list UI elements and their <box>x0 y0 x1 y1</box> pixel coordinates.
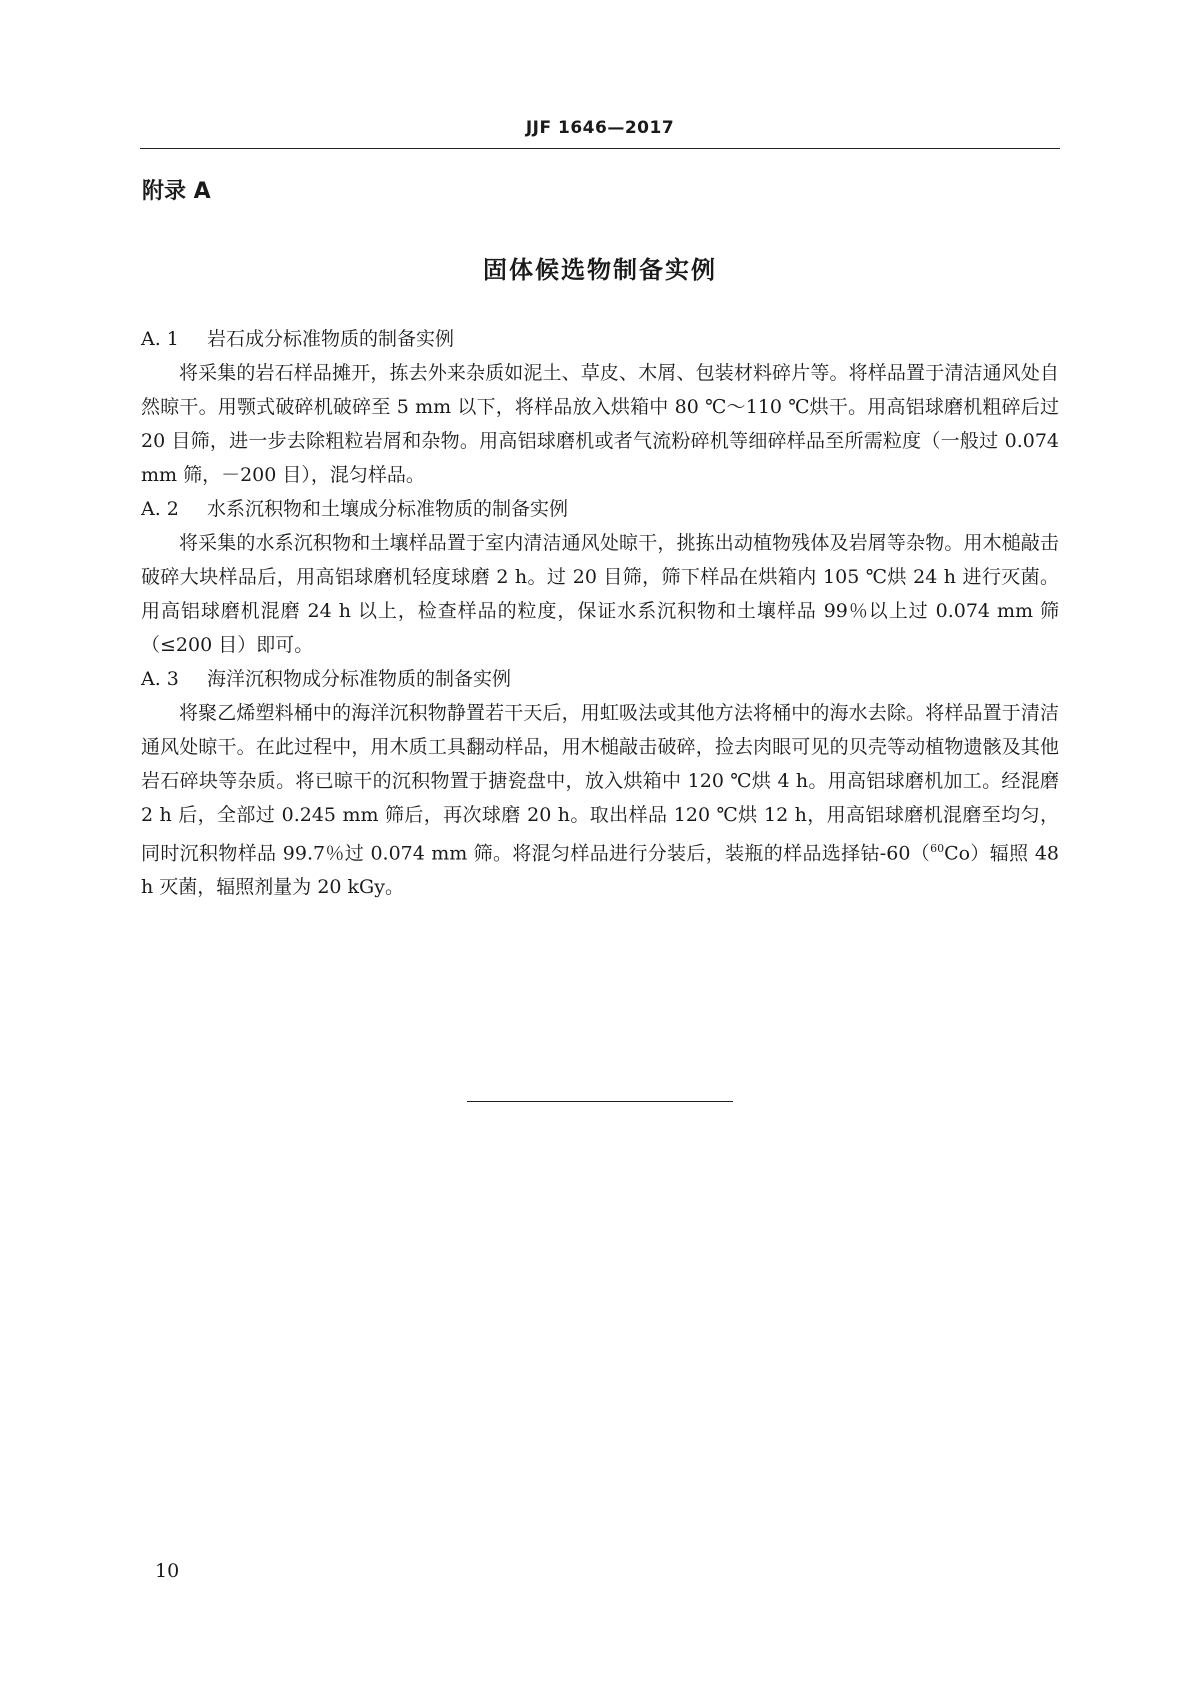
section-heading-text: 海洋沉积物成分标准物质的制备实例 <box>207 668 512 690</box>
section-number: A. 2 <box>141 498 179 520</box>
end-divider <box>467 1101 733 1102</box>
appendix-label: 附录 A <box>142 179 211 204</box>
section-heading-a1 <box>141 322 1059 356</box>
section-heading-a3 <box>141 662 1059 696</box>
document-body <box>141 322 1059 904</box>
section-paragraph-a2: 将采集的水系沉积物和土壤样品置于室内清洁通风处晾干，挑拣出动植物残体及岩屑等杂物。用木槌敲击破碎大块样品后，用高铝球磨机轻度球磨 2 h。过 20 目筛，筛下样品在烘箱内 105 ℃烘 24 h 进行灭菌。用高铝球磨机混磨 24 h 以上，检查样品的粒度，保证水系沉积物和土壤样品 99％以上过 0.074 mm 筛（≤200 目）即可。 <box>141 532 1059 656</box>
section-paragraph-a3 <box>141 696 1059 904</box>
section-number: A. 1 <box>141 328 179 350</box>
section-number: A. 3 <box>141 668 179 690</box>
isotope-symbol: Co <box>944 842 971 865</box>
paragraph-text: 将聚乙烯塑料桶中的海洋沉积物静置若干天后，用虹吸法或其他方法将桶中的海水去除。将样品置于清洁通风处晾干。在此过程中，用木质工具翻动样品，用木槌敲击破碎，捡去肉眼可见的贝壳等动植物遗骸及其他岩石碎块等杂质。将已晾干的沉积物置于搪瓷盘中，放入烘箱中 120 ℃烘 4 h。用高铝球磨机加工。经混磨 2 h 后，全部过 0.245 mm 筛后，再次球磨 20 h。取出样品 120 ℃烘 12 h，用高铝球磨机混磨至均匀，同时沉积物样品 99.7％过 0.074 mm 筛。将混匀样品进行分装后，装瓶的样品选择钴-60（ <box>141 702 1059 865</box>
section-heading-text: 水系沉积物和土壤成分标准物质的制备实例 <box>207 498 569 520</box>
page-title: 固体候选物制备实例 <box>483 256 717 284</box>
section-heading-text: 岩石成分标准物质的制备实例 <box>207 328 455 350</box>
header-divider <box>140 148 1060 149</box>
section-paragraph-a1: 将采集的岩石样品摊开，拣去外来杂质如泥土、草皮、木屑、包装材料碎片等。将样品置于清洁通风处自然晾干。用颚式破碎机破碎至 5 mm 以下，将样品放入烘箱中 80 ℃～110 ℃烘干。用高铝球磨机粗碎后过 20 目筛，进一步去除粗粒岩屑和杂物。用高铝球磨机或者气流粉碎机等细碎样品至所需粒度（一般过 0.074 mm 筛，－200 目），混匀样品。 <box>141 362 1059 486</box>
standard-code-header: JJF 1646—2017 <box>525 118 675 138</box>
paragraph-text: ）辐照 48 h 灭菌，辐照剂量为 20 kGy。 <box>141 842 1059 899</box>
isotope-mass-number: 60 <box>930 842 945 855</box>
page-number: 10 <box>155 1560 180 1582</box>
section-heading-a2 <box>141 492 1059 526</box>
